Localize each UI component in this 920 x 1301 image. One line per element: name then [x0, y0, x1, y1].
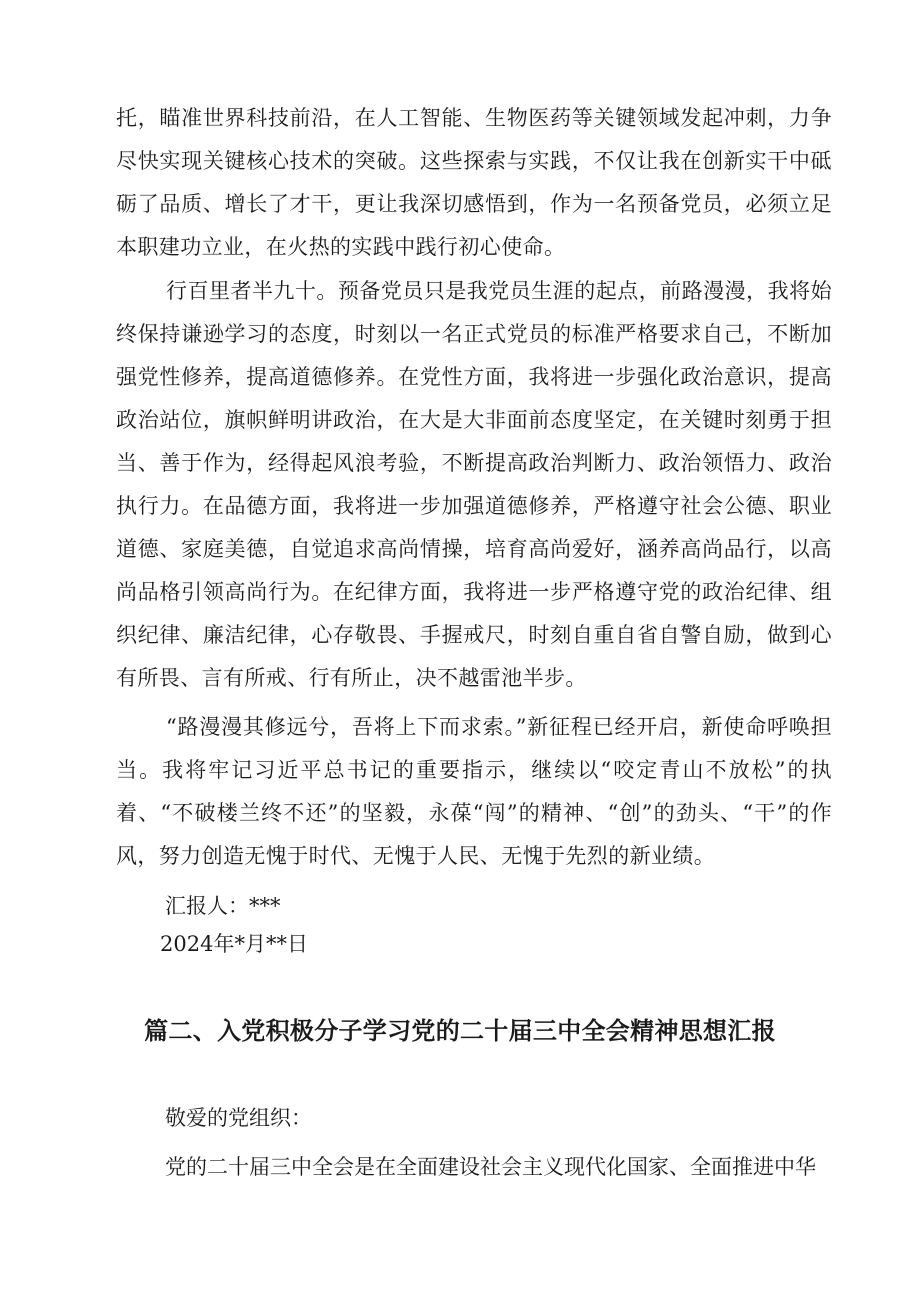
salutation: 敬爱的党组织：: [165, 1106, 312, 1130]
body-paragraph-intro: 党的二十届三中全会是在全面建设社会主义现代化国家、全面推进中华: [165, 1155, 816, 1179]
report-date: 2024年*月**日: [160, 932, 308, 956]
section-title: 篇二、入党积极分子学习党的二十届三中全会精神思想汇报: [144, 1017, 776, 1045]
reporter-signature: 汇报人：***: [165, 894, 281, 918]
body-paragraph-closing: “路漫漫其修远兮，吾将上下而求索。”新征程已经开启，新使命呼唤担当。我将牢记习近平总书记的重要指示，继续以“咬定青山不放松”的执着、“不破楼兰终不还”的坚毅，永葆“闯”的精神、“创”的劲头、“干”的作风，努力创造无愧于时代、无愧于人民、无愧于先烈的新业绩。: [116, 715, 832, 868]
body-paragraph-continued: 托，瞄准世界科技前沿，在人工智能、生物医药等关键领域发起冲刺，力争尽快实现关键核心技术的突破。这些探索与实践，不仅让我在创新实干中砥砺了品质、增长了才干，更让我深切感悟到，作为一名预备党员，必须立足本职建功立业，在火热的实践中践行初心使命。: [116, 106, 832, 259]
body-paragraph-commitment: 行百里者半九十。预备党员只是我党员生涯的起点，前路漫漫，我将始终保持谦逊学习的态度，时刻以一名正式党员的标准严格要求自己，不断加强党性修养，提高道德修养。在党性方面，我将进一步强化政治意识，提高政治站位，旗帜鲜明讲政治，在大是大非面前态度坚定，在关键时刻勇于担当、善于作为，经得起风浪考验，不断提高政治判断力、政治领悟力、政治执行力。在品德方面，我将进一步加强道德修养，严格遵守社会公德、职业道德、家庭美德，自觉追求高尚情操，培育高尚爱好，涵养高尚品行，以高尚品格引领高尚行为。在纪律方面，我将进一步严格遵守党的政治纪律、组织纪律、廉洁纪律，心存敬畏、手握戒尺，时刻自重自省自警自励，做到心有所畏、言有所戒、行有所止，决不越雷池半步。: [116, 279, 832, 690]
